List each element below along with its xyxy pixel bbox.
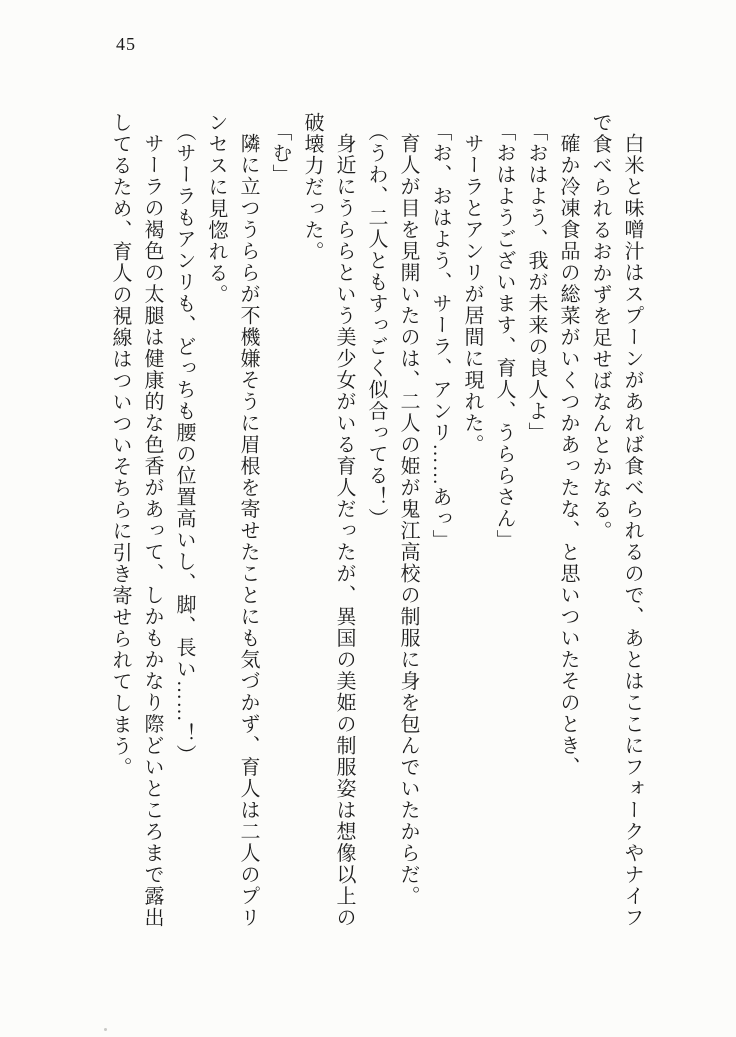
text-column-8: 育人が目を見開いたのは、二人の姫が鬼江高校の制服に身を包んでいたからだ。: [397, 133, 419, 907]
text-column-11: 破壊力だった。: [301, 112, 323, 263]
text-column-9: （うわ、二人ともすっごく似合ってる！）: [365, 121, 387, 530]
text-column-12: 「む」: [269, 121, 291, 186]
text-column-13: 隣に立つうららが不機嫌そうに眉根を寄せたことにも気づかず、育人は二人のプリ: [237, 133, 259, 929]
body-text: [104, 112, 648, 929]
text-column-14: ンセスに見惚れる。: [205, 112, 227, 306]
text-column-17: してるため、育人の視線はついついそちらに引き寄せられてしまう。: [109, 112, 131, 779]
page-number: 45: [116, 34, 136, 54]
scan-speck: [104, 1028, 107, 1031]
text-column-15: （サーラもアンリも、どっちも腰の位置高いし、脚、長い……！）: [173, 121, 195, 766]
text-column-10: 身近にうららという美少女がいる育人だったが、異国の美姫の制服姿は想像以上の: [333, 133, 355, 929]
text-column-7: 「お、おはよう、サーラ、アンリ……あっ」: [429, 121, 451, 551]
text-column-4: 「おはよう、我が未来の良人よ」: [525, 121, 547, 444]
text-column-5: 「おはようございます、育人、うららさん」: [493, 121, 515, 551]
text-column-16: サーラの褐色の太腿は健康的な色香があって、しかもかなり際どいところまで露出: [141, 133, 163, 929]
text-column-1: 白米と味噌汁はスプーンがあれば食べられるので、あとはここにフォークやナイフ: [621, 133, 643, 929]
text-column-3: 確か冷凍食品の総菜がいくつかあったな、と思いついたそのとき、: [557, 133, 579, 778]
text-column-6: サーラとアンリが居間に現れた。: [461, 133, 483, 456]
text-column-2: で食べられるおかずを足せばなんとかなる。: [589, 112, 611, 542]
